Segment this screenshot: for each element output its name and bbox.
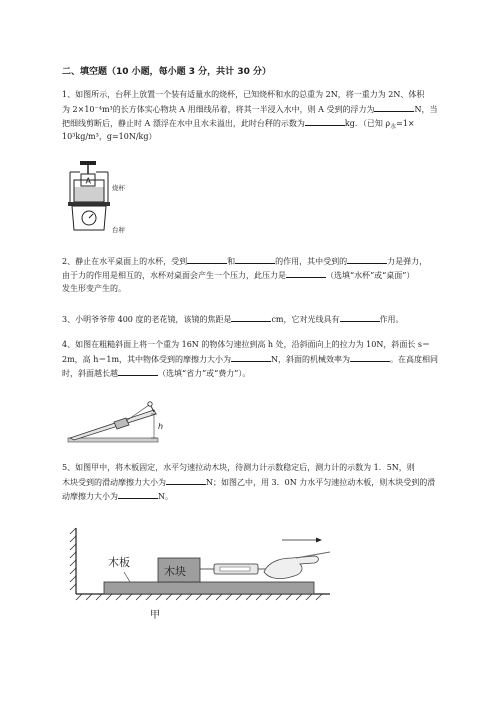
answer-blank[interactable] (305, 116, 345, 126)
answer-blank[interactable] (340, 312, 380, 322)
figure-caption: 甲 (150, 610, 160, 621)
question-4 (62, 338, 444, 380)
q2-line-3: 发生形变产生的。 (62, 284, 126, 293)
q5-line-3: 动摩擦力大小为 N。 (62, 489, 444, 503)
q2-line-2: 由于力的作用是相互的，水杯对桌面会产生一个压力，此压力是 （选填“水杯”或“桌面”） (62, 268, 444, 282)
section-title: 二、填空题（10 小题，每小题 3 分，共计 30 分） (62, 67, 271, 77)
q4-line-2: 2m，高 h＝1m，其中物体受到的摩擦力大小为 N，斜面的机械效率为 。在高度相同 (62, 352, 444, 366)
q5-line-1: 5、如图甲中，将木板固定，水平匀速拉动木块，待测力计示数稳定后，测力计的示数为 1．5N，则 (62, 463, 415, 472)
q1-line-2: 为 2×10⁻⁴m³的长方体实心物块 A 用细线吊着，将其一半浸入水中，则 A 受到的浮力为 N，当 (62, 102, 444, 116)
q2-line-1: 2、静止在水平桌面上的水杯，受到 和 的作用，其中受到的 力是弹力， (62, 254, 444, 268)
q3-line-1: 3、小明爷爷带 400 度的老花镜，该镜的焦距是 cm，它对光线具有 作用。 (62, 312, 444, 326)
q4-line-1: 4、如图在粗糙斜面上将一个重为 16N 的物体匀速拉到高 h 处，沿斜面向上的拉力为 10N，斜面长 s＝ (62, 340, 430, 349)
q1-line-1: 1、如图所示，台秤上放置一个装有适量水的烧杯，已知烧杯和水的总重为 2N，将一重力为 2N、体积 (62, 90, 425, 99)
figure-label-scale: 台秤 (112, 226, 125, 234)
q5-line-2: 木块受到的滑动摩擦力大小为 N；如图乙中，用 3．0N 力水平匀速拉动木板，则木块受到的滑 (62, 475, 444, 489)
question-1 (62, 88, 444, 144)
figure-label-beaker: 烧杯 (112, 184, 125, 192)
answer-blank[interactable] (187, 254, 227, 264)
question-5 (62, 461, 444, 503)
answer-blank[interactable] (350, 352, 390, 362)
figure-scale-beaker (66, 160, 142, 234)
answer-blank[interactable] (118, 366, 158, 376)
answer-blank[interactable] (166, 475, 206, 485)
answer-blank[interactable] (118, 489, 158, 499)
q1-line-4: 10³kg/m³，g=10N/kg） (62, 132, 157, 141)
q1-line-3: 把细线剪断后，静止时 A 漂浮在水中且水未溢出，此时台秤的示数为 kg．（已知 $\rho_水=1\times$ (62, 116, 444, 130)
figure-label-h: h (158, 422, 164, 431)
q4-line-3: 时，斜面越长越 （选填“省力”或“费力”）。 (62, 366, 444, 380)
figure-friction-setup (68, 522, 338, 614)
answer-blank[interactable] (235, 254, 275, 264)
figure-label-block: 木块 (164, 565, 186, 578)
question-3 (62, 312, 444, 326)
answer-blank[interactable] (347, 254, 387, 264)
question-2 (62, 254, 444, 296)
answer-blank[interactable] (231, 312, 271, 322)
answer-blank[interactable] (231, 352, 271, 362)
figure-label-a: A (85, 176, 91, 186)
figure-incline (66, 400, 166, 446)
figure-label-board: 木板 (108, 556, 130, 569)
answer-blank[interactable] (286, 268, 326, 278)
answer-blank[interactable] (374, 102, 414, 112)
